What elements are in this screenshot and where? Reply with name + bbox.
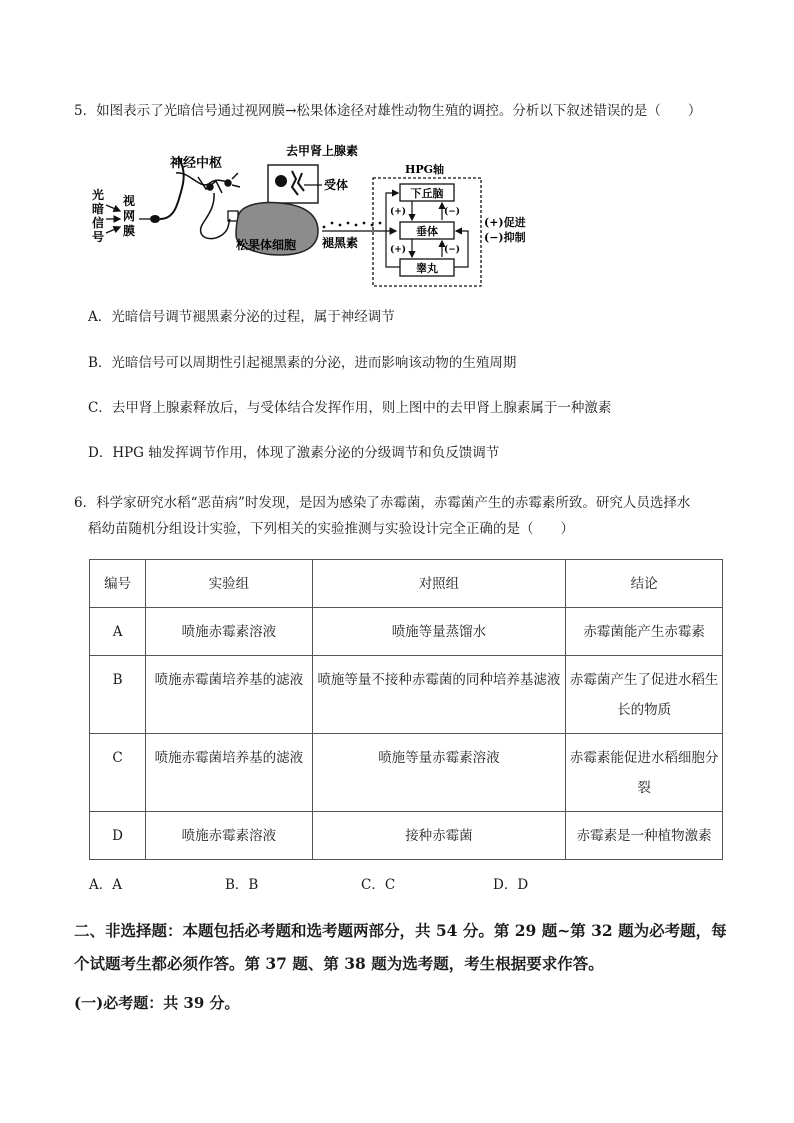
light-dark-signal-label <box>92 187 104 244</box>
table-cell: 赤霉菌产生了促进水稻生长的物质 <box>566 656 723 734</box>
legend <box>484 215 526 244</box>
pineal-cell-label: 松果体细胞 <box>236 238 297 252</box>
table-header-cell: 结论 <box>566 560 723 608</box>
required-questions-heading: (一)必考题：共 39 分。 <box>74 994 240 1012</box>
q6-choice-c: C．C <box>361 877 396 893</box>
question-6-stem-line-2: 稻幼苗随机分组设计实验，下列相关的实验推测与实验设计完全正确的是（ ） <box>88 521 574 537</box>
svg-text:(+)促进: (+)促进 <box>484 216 526 229</box>
table-cell: 赤霉菌能产生赤霉素 <box>566 608 723 656</box>
table-cell: 喷施赤霉素溶液 <box>146 812 313 860</box>
input-arrows <box>106 205 120 233</box>
svg-text:信: 信 <box>92 216 105 230</box>
svg-text:(−): (−) <box>444 207 461 217</box>
svg-text:网: 网 <box>123 209 136 223</box>
hpg-axis-label: HPG轴 <box>405 163 445 176</box>
table-cell: 赤霉素是一种植物激素 <box>566 812 723 860</box>
table-cell: 赤霉素能促进水稻细胞分裂 <box>566 734 723 812</box>
table-row <box>90 734 723 812</box>
table-header-cell: 实验组 <box>146 560 313 608</box>
pituitary-label: 垂体 <box>416 225 438 238</box>
question-5-stem: 5．如图表示了光暗信号通过视网膜→松果体途径对雄性动物生殖的调控。分析以下叙述错误的是（ ） <box>74 103 702 119</box>
svg-text:(−): (−) <box>444 245 461 255</box>
melatonin-flow <box>322 222 396 231</box>
svg-text:(−)抑制: (−)抑制 <box>484 231 526 244</box>
table-row <box>90 656 723 734</box>
table-cell: 喷施等量蒸馏水 <box>312 608 566 656</box>
table-cell: 接种赤霉菌 <box>312 812 566 860</box>
table-header-cell: 编号 <box>90 560 146 608</box>
experiment-table <box>89 559 723 860</box>
table-cell: 喷施赤霉菌培养基的滤液 <box>146 656 313 734</box>
table-cell: 喷施等量不接种赤霉菌的同种培养基滤液 <box>312 656 566 734</box>
table-row <box>90 608 723 656</box>
table-row <box>90 812 723 860</box>
question-6-stem <box>74 490 734 542</box>
table-cell: 喷施赤霉素溶液 <box>146 608 313 656</box>
svg-text:(+): (+) <box>390 245 407 255</box>
q5-option-a: A．光暗信号调节褪黑素分泌的过程，属于神经调节 <box>88 309 395 325</box>
nerve-center-neurons <box>176 173 240 239</box>
q6-choice-a: A．A <box>89 877 122 893</box>
q5-regulation-diagram <box>90 143 530 288</box>
table-cell: B <box>90 656 146 734</box>
testis-label: 睾丸 <box>416 262 438 275</box>
q6-choice-b: B．B <box>225 877 259 893</box>
svg-text:暗: 暗 <box>92 202 105 216</box>
melatonin-label: 褪黑素 <box>322 236 359 250</box>
svg-text:光: 光 <box>92 188 105 202</box>
q6-choices <box>89 873 528 893</box>
svg-text:号: 号 <box>92 230 105 244</box>
section-2-heading: 二、非选择题：本题包括必考题和选考题两部分，共 54 分。第 29 题~第 32 题为必考题，每个试题考生都必须作答。第 37 题、第 38 题为选考题，考生根据要求作答。 <box>74 921 727 973</box>
table-cell: 喷施等量赤霉素溶液 <box>312 734 566 812</box>
q5-option-d: D．HPG 轴发挥调节作用，体现了激素分泌的分级调节和负反馈调节 <box>88 445 500 461</box>
svg-text:膜: 膜 <box>123 224 136 238</box>
q6-choice-d: D．D <box>493 877 529 893</box>
table-header-cell: 对照组 <box>312 560 566 608</box>
table-cell: A <box>90 608 146 656</box>
retina-label <box>122 193 135 238</box>
norepinephrine-label: 去甲肾上腺素 <box>286 144 359 158</box>
table-cell: 喷施赤霉菌培养基的滤液 <box>146 734 313 812</box>
q5-option-b: B．光暗信号可以周期性引起褪黑素的分泌，进而影响该动物的生殖周期 <box>88 355 517 371</box>
table-cell: D <box>90 812 146 860</box>
q5-option-c: C．去甲肾上腺素释放后，与受体结合发挥作用，则上图中的去甲肾上腺素属于一种激素 <box>88 400 612 416</box>
hypothalamus-label: 下丘脑 <box>410 187 444 200</box>
question-6-stem-line-1: 6．科学家研究水稻“恶苗病”时发现，是因为感染了赤霉菌，赤霉菌产生的赤霉素所致。研究人员选择水 <box>74 495 691 511</box>
receptor-label: 受体 <box>324 178 349 192</box>
svg-text:视: 视 <box>123 194 136 208</box>
svg-text:(+): (+) <box>390 207 407 217</box>
table-header-row <box>90 560 723 608</box>
table-cell: C <box>90 734 146 812</box>
nerve-center-label: 神经中枢 <box>170 156 223 171</box>
